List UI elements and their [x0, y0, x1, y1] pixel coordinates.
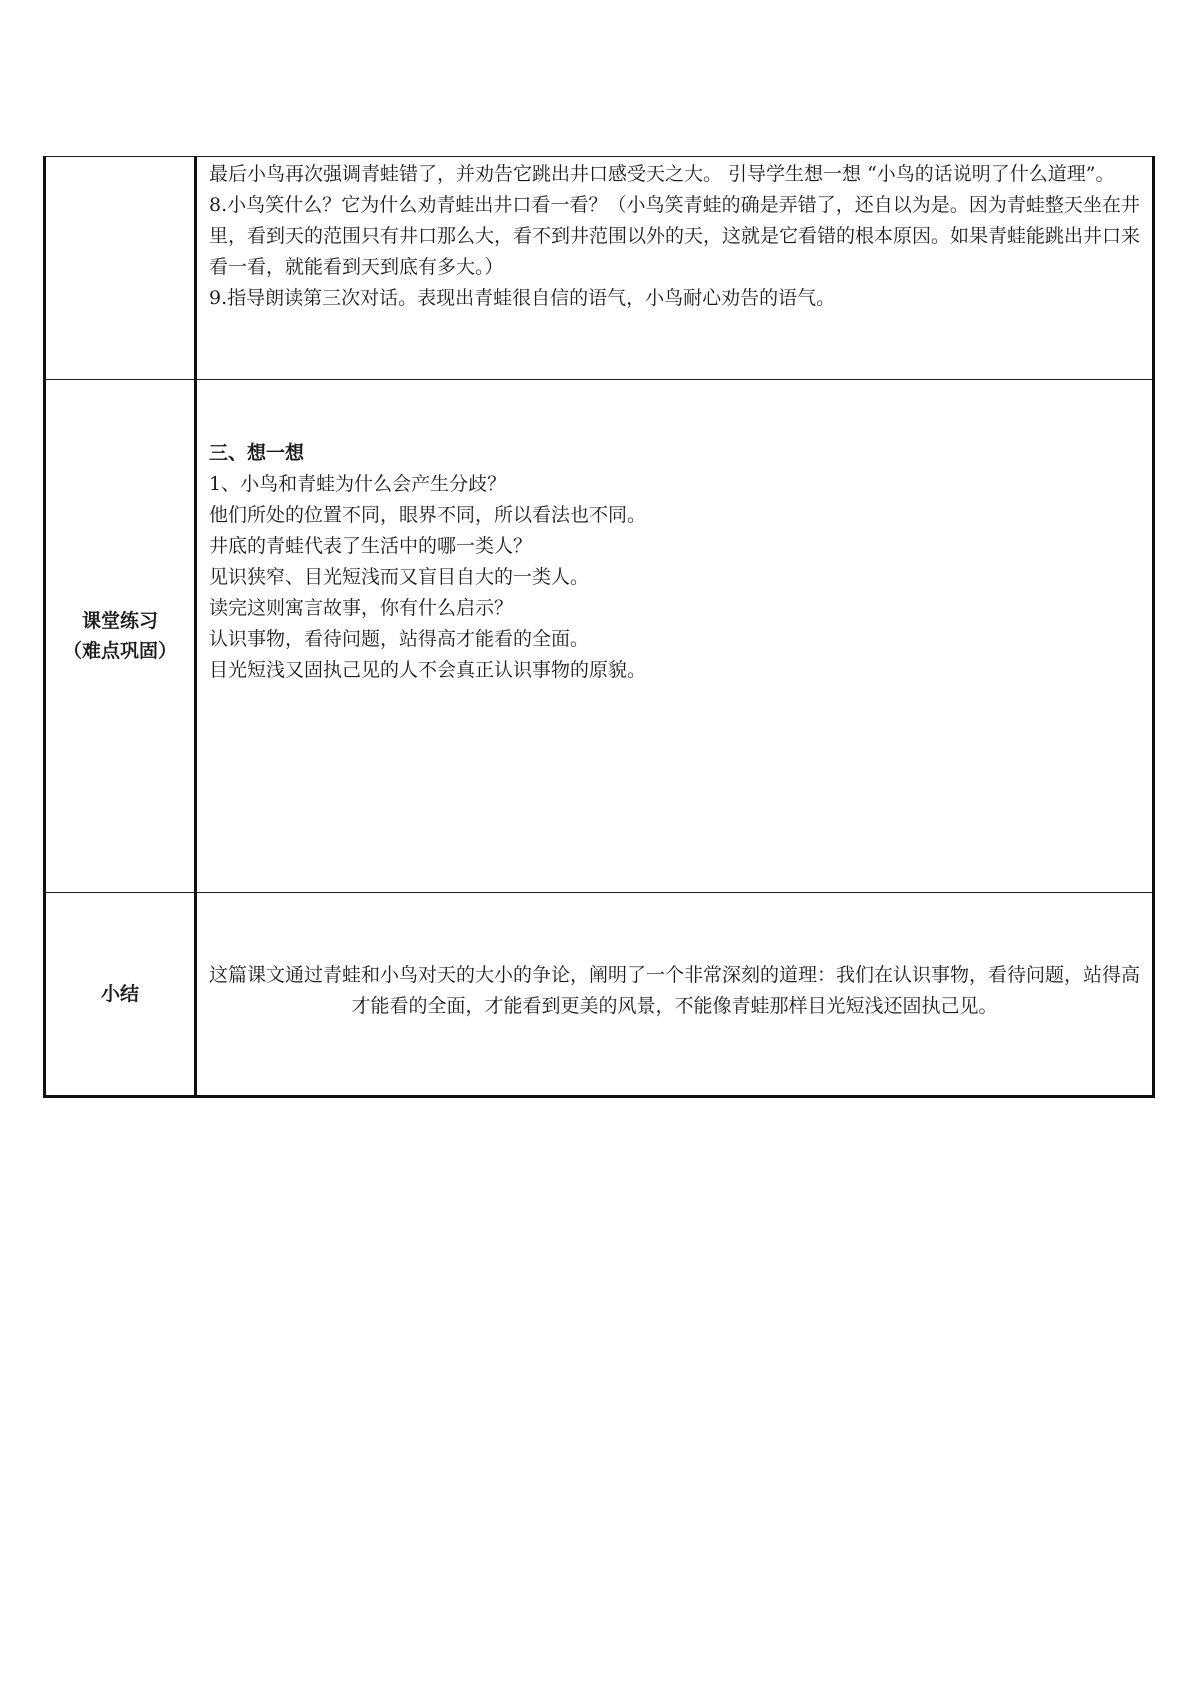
practice-content [196, 380, 1154, 893]
table-row-practice [45, 380, 1154, 893]
paragraph: 最后小鸟再次强调青蛙错了，并劝告它跳出井口感受天之大。 引导学生想一想 “小鸟的话说明了什么道理”。 [209, 163, 1115, 185]
summary-text: 这篇课文通过青蛙和小鸟对天的大小的争论，阐明了一个非常深刻的道理：我们在认识事物，看待问题，站得高才能看的全面，才能看到更美的风景，不能像青蛙那样目光短浅还固执己见。 [209, 964, 1141, 1017]
paragraph: 8.小鸟笑什么？它为什么劝青蛙出井口看一看？（小鸟笑青蛙的确是弄错了，还自以为是。因为青蛙整天坐在井里，看到天的范围只有井口那么大，看不到井范围以外的天，这就是它看错的根本原因。如果青蛙能跳出井口来看一看，就能看到天到底有多大。） [209, 194, 1141, 278]
row-label-summary: 小结 [45, 893, 196, 1097]
practice-line: 读完这则寓言故事，你有什么启示？ [209, 597, 514, 619]
practice-label-line1: 课堂练习 [81, 610, 158, 632]
section-heading: 三、想一想 [209, 442, 305, 464]
table-row-summary [45, 893, 1154, 1097]
lesson-plan-table [43, 156, 1155, 1098]
practice-line: 1、小鸟和青蛙为什么会产生分歧？ [209, 473, 507, 495]
paragraph: 9.指导朗读第三次对话。表现出青蛙很自信的语气，小鸟耐心劝告的语气。 [209, 287, 836, 309]
continuation-content [196, 157, 1154, 380]
summary-content [196, 893, 1154, 1097]
row-label-empty [45, 157, 196, 380]
practice-line: 认识事物，看待问题，站得高才能看的全面。 [209, 628, 590, 650]
row-label-practice [45, 380, 196, 893]
practice-line: 目光短浅又固执己见的人不会真正认识事物的原貌。 [209, 659, 647, 681]
practice-line: 井底的青蛙代表了生活中的哪一类人？ [209, 535, 533, 557]
practice-line: 见识狭窄、目光短浅而又盲目自大的一类人。 [209, 566, 590, 588]
practice-label-line2: （难点巩固） [62, 640, 177, 662]
table-row-continuation [45, 157, 1154, 380]
practice-line: 他们所处的位置不同，眼界不同，所以看法也不同。 [209, 504, 647, 526]
